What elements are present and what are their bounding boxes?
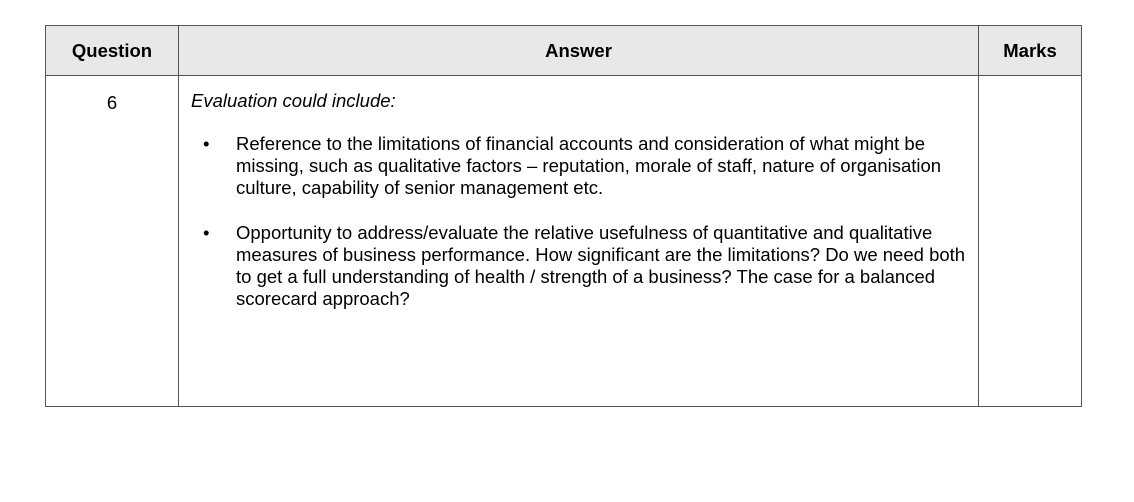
header-row [46,26,1082,76]
question-header: Question [46,26,179,76]
mark-scheme-table [45,25,1082,407]
bullet-text: Opportunity to address/evaluate the relative usefulness of quantitative and qualitative measures of business performance. How significant are the limitations? Do we need both to get a full understanding of health / strength of a business? The case for a balanced scorecard approach? [236,222,966,309]
bullet-text: Reference to the limitations of financial accounts and consideration of what might be missing, such as qualitative factors – reputation, morale of staff, nature of organisation culture, capability of senior management etc. [236,133,942,198]
list-item [191,222,966,310]
list-item [191,133,966,199]
marks-cell [979,76,1082,407]
bullet-icon: • [203,222,210,243]
marks-header: Marks [979,26,1082,76]
answer-cell [179,76,979,407]
answer-header: Answer [179,26,979,76]
table-row [46,76,1082,407]
bullet-icon: • [203,133,210,154]
answer-bullet-list [191,133,966,310]
question-number: 6 [46,76,179,407]
answer-intro: Evaluation could include: [191,90,396,111]
